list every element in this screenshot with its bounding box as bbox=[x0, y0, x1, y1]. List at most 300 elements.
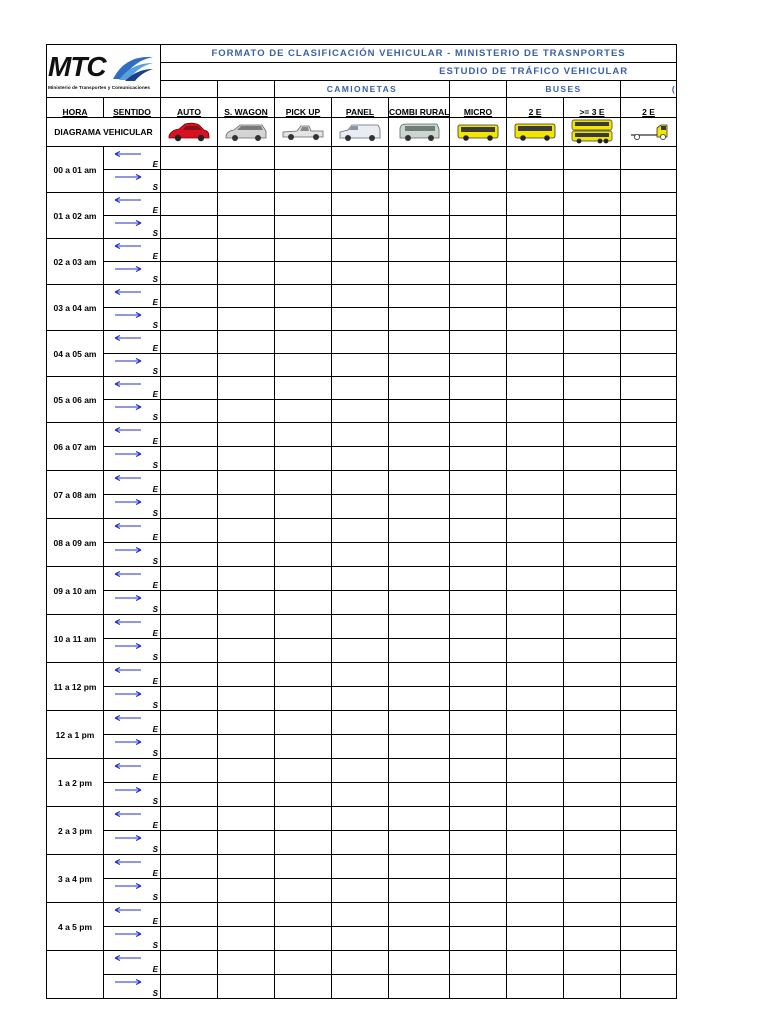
count-cell[interactable] bbox=[218, 423, 275, 447]
count-cell[interactable] bbox=[161, 663, 218, 687]
count-cell[interactable] bbox=[507, 447, 564, 471]
count-cell[interactable] bbox=[564, 975, 621, 999]
count-cell[interactable] bbox=[218, 639, 275, 663]
count-cell[interactable] bbox=[389, 879, 450, 903]
count-cell[interactable] bbox=[161, 262, 218, 285]
count-cell[interactable] bbox=[218, 543, 275, 567]
count-cell[interactable] bbox=[564, 639, 621, 663]
count-cell[interactable] bbox=[389, 807, 450, 831]
count-cell[interactable] bbox=[621, 447, 677, 471]
count-cell[interactable] bbox=[450, 471, 507, 495]
count-cell[interactable] bbox=[507, 216, 564, 239]
count-cell[interactable] bbox=[275, 591, 332, 615]
count-cell[interactable] bbox=[564, 285, 621, 308]
count-cell[interactable] bbox=[450, 495, 507, 519]
count-cell[interactable] bbox=[621, 759, 677, 783]
count-cell[interactable] bbox=[564, 308, 621, 331]
count-cell[interactable] bbox=[332, 193, 389, 216]
count-cell[interactable] bbox=[218, 519, 275, 543]
count-cell[interactable] bbox=[389, 951, 450, 975]
count-cell[interactable] bbox=[332, 216, 389, 239]
count-cell[interactable] bbox=[218, 567, 275, 591]
count-cell[interactable] bbox=[275, 354, 332, 377]
count-cell[interactable] bbox=[275, 783, 332, 807]
count-cell[interactable] bbox=[450, 903, 507, 927]
count-cell[interactable] bbox=[564, 567, 621, 591]
count-cell[interactable] bbox=[332, 879, 389, 903]
count-cell[interactable] bbox=[564, 495, 621, 519]
count-cell[interactable] bbox=[275, 519, 332, 543]
count-cell[interactable] bbox=[507, 193, 564, 216]
count-cell[interactable] bbox=[564, 591, 621, 615]
count-cell[interactable] bbox=[275, 239, 332, 262]
count-cell[interactable] bbox=[161, 216, 218, 239]
count-cell[interactable] bbox=[507, 879, 564, 903]
count-cell[interactable] bbox=[450, 170, 507, 193]
count-cell[interactable] bbox=[507, 147, 564, 170]
count-cell[interactable] bbox=[161, 927, 218, 951]
count-cell[interactable] bbox=[218, 735, 275, 759]
count-cell[interactable] bbox=[450, 711, 507, 735]
count-cell[interactable] bbox=[275, 377, 332, 400]
count-cell[interactable] bbox=[161, 639, 218, 663]
count-cell[interactable] bbox=[507, 262, 564, 285]
count-cell[interactable] bbox=[507, 783, 564, 807]
count-cell[interactable] bbox=[275, 903, 332, 927]
count-cell[interactable] bbox=[332, 951, 389, 975]
count-cell[interactable] bbox=[450, 807, 507, 831]
count-cell[interactable] bbox=[450, 879, 507, 903]
count-cell[interactable] bbox=[389, 262, 450, 285]
count-cell[interactable] bbox=[161, 285, 218, 308]
count-cell[interactable] bbox=[332, 783, 389, 807]
count-cell[interactable] bbox=[332, 903, 389, 927]
count-cell[interactable] bbox=[332, 471, 389, 495]
count-cell[interactable] bbox=[218, 239, 275, 262]
count-cell[interactable] bbox=[564, 262, 621, 285]
count-cell[interactable] bbox=[218, 831, 275, 855]
count-cell[interactable] bbox=[389, 354, 450, 377]
count-cell[interactable] bbox=[621, 262, 677, 285]
count-cell[interactable] bbox=[332, 711, 389, 735]
count-cell[interactable] bbox=[389, 855, 450, 879]
count-cell[interactable] bbox=[218, 687, 275, 711]
count-cell[interactable] bbox=[507, 735, 564, 759]
count-cell[interactable] bbox=[621, 783, 677, 807]
count-cell[interactable] bbox=[564, 879, 621, 903]
count-cell[interactable] bbox=[332, 615, 389, 639]
count-cell[interactable] bbox=[161, 951, 218, 975]
count-cell[interactable] bbox=[389, 735, 450, 759]
count-cell[interactable] bbox=[621, 711, 677, 735]
count-cell[interactable] bbox=[450, 423, 507, 447]
count-cell[interactable] bbox=[389, 331, 450, 354]
count-cell[interactable] bbox=[161, 759, 218, 783]
count-cell[interactable] bbox=[621, 519, 677, 543]
count-cell[interactable] bbox=[450, 663, 507, 687]
count-cell[interactable] bbox=[389, 147, 450, 170]
count-cell[interactable] bbox=[161, 807, 218, 831]
count-cell[interactable] bbox=[218, 759, 275, 783]
count-cell[interactable] bbox=[507, 285, 564, 308]
count-cell[interactable] bbox=[275, 423, 332, 447]
count-cell[interactable] bbox=[564, 807, 621, 831]
count-cell[interactable] bbox=[564, 377, 621, 400]
count-cell[interactable] bbox=[389, 783, 450, 807]
count-cell[interactable] bbox=[332, 239, 389, 262]
count-cell[interactable] bbox=[275, 879, 332, 903]
count-cell[interactable] bbox=[275, 615, 332, 639]
count-cell[interactable] bbox=[218, 471, 275, 495]
count-cell[interactable] bbox=[621, 193, 677, 216]
count-cell[interactable] bbox=[507, 354, 564, 377]
count-cell[interactable] bbox=[621, 308, 677, 331]
count-cell[interactable] bbox=[161, 879, 218, 903]
count-cell[interactable] bbox=[507, 308, 564, 331]
count-cell[interactable] bbox=[564, 423, 621, 447]
count-cell[interactable] bbox=[275, 927, 332, 951]
count-cell[interactable] bbox=[332, 495, 389, 519]
count-cell[interactable] bbox=[218, 193, 275, 216]
count-cell[interactable] bbox=[218, 400, 275, 423]
count-cell[interactable] bbox=[275, 807, 332, 831]
count-cell[interactable] bbox=[161, 354, 218, 377]
count-cell[interactable] bbox=[450, 262, 507, 285]
count-cell[interactable] bbox=[564, 687, 621, 711]
count-cell[interactable] bbox=[218, 308, 275, 331]
count-cell[interactable] bbox=[161, 543, 218, 567]
count-cell[interactable] bbox=[564, 193, 621, 216]
count-cell[interactable] bbox=[450, 855, 507, 879]
count-cell[interactable] bbox=[389, 903, 450, 927]
count-cell[interactable] bbox=[389, 400, 450, 423]
count-cell[interactable] bbox=[389, 285, 450, 308]
count-cell[interactable] bbox=[218, 903, 275, 927]
count-cell[interactable] bbox=[161, 331, 218, 354]
count-cell[interactable] bbox=[507, 975, 564, 999]
count-cell[interactable] bbox=[564, 354, 621, 377]
count-cell[interactable] bbox=[389, 377, 450, 400]
count-cell[interactable] bbox=[621, 831, 677, 855]
count-cell[interactable] bbox=[275, 471, 332, 495]
count-cell[interactable] bbox=[218, 927, 275, 951]
count-cell[interactable] bbox=[389, 239, 450, 262]
count-cell[interactable] bbox=[275, 308, 332, 331]
count-cell[interactable] bbox=[507, 519, 564, 543]
count-cell[interactable] bbox=[389, 495, 450, 519]
count-cell[interactable] bbox=[218, 951, 275, 975]
count-cell[interactable] bbox=[275, 975, 332, 999]
count-cell[interactable] bbox=[161, 377, 218, 400]
count-cell[interactable] bbox=[332, 687, 389, 711]
count-cell[interactable] bbox=[275, 193, 332, 216]
count-cell[interactable] bbox=[218, 783, 275, 807]
count-cell[interactable] bbox=[564, 951, 621, 975]
count-cell[interactable] bbox=[389, 975, 450, 999]
count-cell[interactable] bbox=[218, 591, 275, 615]
count-cell[interactable] bbox=[507, 400, 564, 423]
count-cell[interactable] bbox=[275, 855, 332, 879]
count-cell[interactable] bbox=[621, 170, 677, 193]
count-cell[interactable] bbox=[161, 783, 218, 807]
count-cell[interactable] bbox=[332, 400, 389, 423]
count-cell[interactable] bbox=[275, 735, 332, 759]
count-cell[interactable] bbox=[332, 519, 389, 543]
count-cell[interactable] bbox=[507, 615, 564, 639]
count-cell[interactable] bbox=[507, 831, 564, 855]
count-cell[interactable] bbox=[507, 951, 564, 975]
count-cell[interactable] bbox=[450, 567, 507, 591]
count-cell[interactable] bbox=[450, 308, 507, 331]
count-cell[interactable] bbox=[218, 975, 275, 999]
count-cell[interactable] bbox=[621, 927, 677, 951]
count-cell[interactable] bbox=[621, 735, 677, 759]
count-cell[interactable] bbox=[332, 308, 389, 331]
count-cell[interactable] bbox=[332, 262, 389, 285]
count-cell[interactable] bbox=[564, 663, 621, 687]
count-cell[interactable] bbox=[564, 927, 621, 951]
count-cell[interactable] bbox=[389, 663, 450, 687]
count-cell[interactable] bbox=[389, 471, 450, 495]
count-cell[interactable] bbox=[389, 927, 450, 951]
count-cell[interactable] bbox=[564, 735, 621, 759]
count-cell[interactable] bbox=[507, 239, 564, 262]
count-cell[interactable] bbox=[450, 354, 507, 377]
count-cell[interactable] bbox=[332, 354, 389, 377]
count-cell[interactable] bbox=[332, 447, 389, 471]
count-cell[interactable] bbox=[621, 354, 677, 377]
count-cell[interactable] bbox=[275, 759, 332, 783]
count-cell[interactable] bbox=[161, 567, 218, 591]
count-cell[interactable] bbox=[161, 193, 218, 216]
count-cell[interactable] bbox=[161, 975, 218, 999]
count-cell[interactable] bbox=[507, 543, 564, 567]
count-cell[interactable] bbox=[332, 831, 389, 855]
count-cell[interactable] bbox=[450, 543, 507, 567]
count-cell[interactable] bbox=[275, 216, 332, 239]
count-cell[interactable] bbox=[161, 735, 218, 759]
count-cell[interactable] bbox=[161, 519, 218, 543]
count-cell[interactable] bbox=[332, 331, 389, 354]
count-cell[interactable] bbox=[507, 903, 564, 927]
count-cell[interactable] bbox=[389, 543, 450, 567]
count-cell[interactable] bbox=[218, 331, 275, 354]
count-cell[interactable] bbox=[507, 377, 564, 400]
count-cell[interactable] bbox=[450, 239, 507, 262]
count-cell[interactable] bbox=[218, 807, 275, 831]
count-cell[interactable] bbox=[621, 239, 677, 262]
count-cell[interactable] bbox=[621, 543, 677, 567]
count-cell[interactable] bbox=[389, 711, 450, 735]
count-cell[interactable] bbox=[621, 663, 677, 687]
count-cell[interactable] bbox=[507, 687, 564, 711]
count-cell[interactable] bbox=[275, 447, 332, 471]
count-cell[interactable] bbox=[621, 687, 677, 711]
count-cell[interactable] bbox=[275, 831, 332, 855]
count-cell[interactable] bbox=[161, 855, 218, 879]
count-cell[interactable] bbox=[450, 975, 507, 999]
count-cell[interactable] bbox=[389, 759, 450, 783]
count-cell[interactable] bbox=[621, 495, 677, 519]
count-cell[interactable] bbox=[389, 639, 450, 663]
count-cell[interactable] bbox=[621, 879, 677, 903]
count-cell[interactable] bbox=[275, 543, 332, 567]
count-cell[interactable] bbox=[332, 591, 389, 615]
count-cell[interactable] bbox=[389, 216, 450, 239]
count-cell[interactable] bbox=[507, 170, 564, 193]
count-cell[interactable] bbox=[621, 639, 677, 663]
count-cell[interactable] bbox=[389, 447, 450, 471]
count-cell[interactable] bbox=[621, 423, 677, 447]
count-cell[interactable] bbox=[332, 735, 389, 759]
count-cell[interactable] bbox=[275, 331, 332, 354]
count-cell[interactable] bbox=[564, 331, 621, 354]
count-cell[interactable] bbox=[450, 377, 507, 400]
count-cell[interactable] bbox=[564, 400, 621, 423]
count-cell[interactable] bbox=[275, 147, 332, 170]
count-cell[interactable] bbox=[332, 663, 389, 687]
count-cell[interactable] bbox=[332, 147, 389, 170]
count-cell[interactable] bbox=[507, 495, 564, 519]
count-cell[interactable] bbox=[621, 331, 677, 354]
count-cell[interactable] bbox=[450, 447, 507, 471]
count-cell[interactable] bbox=[161, 615, 218, 639]
count-cell[interactable] bbox=[621, 400, 677, 423]
count-cell[interactable] bbox=[564, 615, 621, 639]
count-cell[interactable] bbox=[507, 591, 564, 615]
count-cell[interactable] bbox=[507, 567, 564, 591]
count-cell[interactable] bbox=[621, 591, 677, 615]
count-cell[interactable] bbox=[450, 927, 507, 951]
count-cell[interactable] bbox=[389, 615, 450, 639]
count-cell[interactable] bbox=[507, 639, 564, 663]
count-cell[interactable] bbox=[332, 567, 389, 591]
count-cell[interactable] bbox=[218, 262, 275, 285]
count-cell[interactable] bbox=[564, 447, 621, 471]
count-cell[interactable] bbox=[450, 400, 507, 423]
count-cell[interactable] bbox=[161, 711, 218, 735]
count-cell[interactable] bbox=[389, 567, 450, 591]
count-cell[interactable] bbox=[218, 879, 275, 903]
count-cell[interactable] bbox=[332, 285, 389, 308]
count-cell[interactable] bbox=[450, 285, 507, 308]
count-cell[interactable] bbox=[389, 519, 450, 543]
count-cell[interactable] bbox=[564, 519, 621, 543]
count-cell[interactable] bbox=[218, 216, 275, 239]
count-cell[interactable] bbox=[621, 615, 677, 639]
count-cell[interactable] bbox=[507, 331, 564, 354]
count-cell[interactable] bbox=[621, 855, 677, 879]
count-cell[interactable] bbox=[450, 591, 507, 615]
count-cell[interactable] bbox=[161, 170, 218, 193]
count-cell[interactable] bbox=[564, 903, 621, 927]
count-cell[interactable] bbox=[507, 807, 564, 831]
count-cell[interactable] bbox=[275, 285, 332, 308]
count-cell[interactable] bbox=[450, 951, 507, 975]
count-cell[interactable] bbox=[450, 193, 507, 216]
count-cell[interactable] bbox=[389, 308, 450, 331]
count-cell[interactable] bbox=[507, 471, 564, 495]
count-cell[interactable] bbox=[450, 831, 507, 855]
count-cell[interactable] bbox=[564, 147, 621, 170]
count-cell[interactable] bbox=[218, 615, 275, 639]
count-cell[interactable] bbox=[275, 639, 332, 663]
count-cell[interactable] bbox=[564, 759, 621, 783]
count-cell[interactable] bbox=[275, 711, 332, 735]
count-cell[interactable] bbox=[218, 663, 275, 687]
count-cell[interactable] bbox=[507, 663, 564, 687]
count-cell[interactable] bbox=[564, 855, 621, 879]
count-cell[interactable] bbox=[564, 543, 621, 567]
count-cell[interactable] bbox=[161, 447, 218, 471]
count-cell[interactable] bbox=[218, 147, 275, 170]
count-cell[interactable] bbox=[218, 855, 275, 879]
count-cell[interactable] bbox=[621, 975, 677, 999]
count-cell[interactable] bbox=[332, 170, 389, 193]
count-cell[interactable] bbox=[275, 262, 332, 285]
count-cell[interactable] bbox=[389, 170, 450, 193]
count-cell[interactable] bbox=[621, 951, 677, 975]
count-cell[interactable] bbox=[332, 377, 389, 400]
count-cell[interactable] bbox=[507, 711, 564, 735]
count-cell[interactable] bbox=[161, 147, 218, 170]
count-cell[interactable] bbox=[161, 239, 218, 262]
count-cell[interactable] bbox=[332, 639, 389, 663]
count-cell[interactable] bbox=[621, 903, 677, 927]
count-cell[interactable] bbox=[621, 216, 677, 239]
count-cell[interactable] bbox=[161, 400, 218, 423]
count-cell[interactable] bbox=[332, 855, 389, 879]
count-cell[interactable] bbox=[450, 615, 507, 639]
count-cell[interactable] bbox=[218, 495, 275, 519]
count-cell[interactable] bbox=[275, 170, 332, 193]
count-cell[interactable] bbox=[161, 687, 218, 711]
count-cell[interactable] bbox=[507, 423, 564, 447]
count-cell[interactable] bbox=[564, 831, 621, 855]
count-cell[interactable] bbox=[564, 711, 621, 735]
count-cell[interactable] bbox=[332, 927, 389, 951]
count-cell[interactable] bbox=[161, 471, 218, 495]
count-cell[interactable] bbox=[389, 591, 450, 615]
count-cell[interactable] bbox=[450, 783, 507, 807]
count-cell[interactable] bbox=[450, 519, 507, 543]
count-cell[interactable] bbox=[621, 807, 677, 831]
count-cell[interactable] bbox=[389, 831, 450, 855]
count-cell[interactable] bbox=[332, 543, 389, 567]
count-cell[interactable] bbox=[507, 855, 564, 879]
count-cell[interactable] bbox=[621, 377, 677, 400]
count-cell[interactable] bbox=[450, 759, 507, 783]
count-cell[interactable] bbox=[218, 711, 275, 735]
count-cell[interactable] bbox=[275, 400, 332, 423]
count-cell[interactable] bbox=[275, 495, 332, 519]
count-cell[interactable] bbox=[621, 285, 677, 308]
count-cell[interactable] bbox=[564, 471, 621, 495]
count-cell[interactable] bbox=[450, 639, 507, 663]
count-cell[interactable] bbox=[218, 447, 275, 471]
count-cell[interactable] bbox=[564, 783, 621, 807]
count-cell[interactable] bbox=[332, 975, 389, 999]
count-cell[interactable] bbox=[450, 331, 507, 354]
count-cell[interactable] bbox=[332, 759, 389, 783]
count-cell[interactable] bbox=[389, 193, 450, 216]
count-cell[interactable] bbox=[161, 903, 218, 927]
count-cell[interactable] bbox=[389, 687, 450, 711]
count-cell[interactable] bbox=[507, 927, 564, 951]
count-cell[interactable] bbox=[161, 423, 218, 447]
count-cell[interactable] bbox=[275, 567, 332, 591]
count-cell[interactable] bbox=[161, 495, 218, 519]
